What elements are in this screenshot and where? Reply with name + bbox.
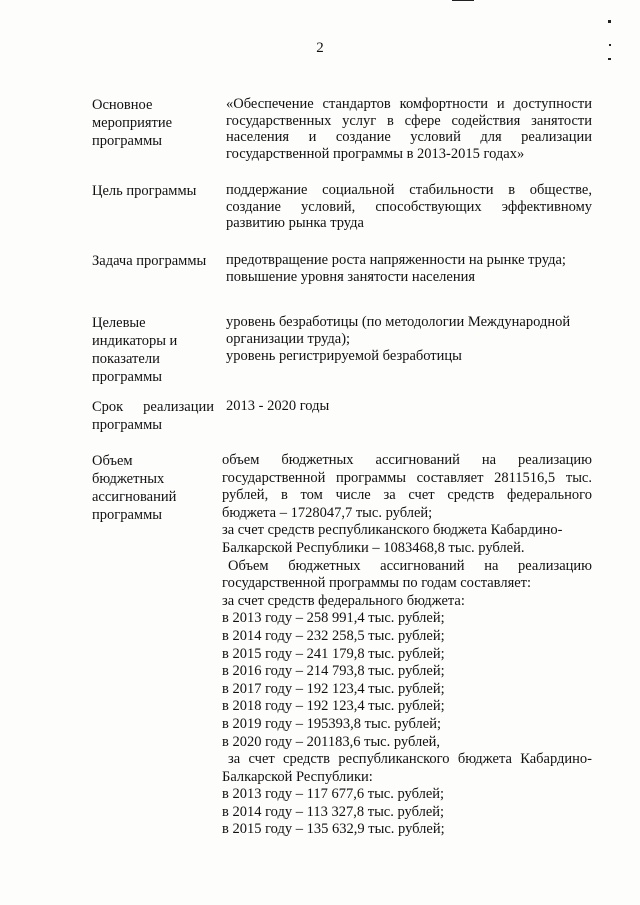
row-content	[226, 96, 592, 162]
content-line: 2013 - 2020 годы	[226, 398, 330, 414]
content-line: в 2014 году – 113 327,8 тыс. рублей;	[222, 803, 445, 820]
row-content	[226, 182, 592, 232]
content-line: за счет средств республиканского бюджета Кабардино-	[222, 522, 563, 539]
content-line: государственной программы по годам составляет:	[222, 575, 532, 592]
content-line: за счет средств республиканского бюджета Кабардино-	[228, 751, 592, 768]
label-line: Основное	[92, 97, 153, 113]
label-line: Задача программы	[92, 253, 207, 269]
content-line: уровень безработицы (по методологии Международной	[226, 314, 571, 330]
scan-artifact-mark	[452, 0, 474, 1]
row-content	[226, 398, 592, 415]
content-line: государственной программы составляет 2811516,5 тыс.	[222, 469, 592, 486]
row-label	[92, 452, 222, 524]
label-line: индикаторы и	[92, 333, 178, 349]
content-line: в 2013 году – 117 677,6 тыс. рублей;	[222, 786, 445, 803]
row-content	[226, 314, 592, 365]
row-label	[92, 314, 222, 386]
label-line: Целевые	[92, 315, 146, 331]
page-number: 2	[316, 40, 324, 56]
content-line: в 2013 году – 258 991,4 тыс. рублей;	[222, 610, 445, 627]
row-content	[222, 452, 592, 839]
label-line: программы	[92, 369, 162, 385]
row-label	[92, 398, 222, 434]
label-line: мероприятие	[92, 115, 173, 131]
row-label	[92, 182, 222, 200]
content-line: в 2016 году – 214 793,8 тыс. рублей;	[222, 663, 445, 680]
label-line: бюджетных	[92, 471, 165, 487]
content-line: в 2017 году – 192 123,4 тыс. рублей;	[222, 680, 445, 697]
scan-artifact-mark	[608, 20, 611, 23]
scan-artifact-mark	[608, 58, 611, 60]
content-line: рублей, в том числе за счет средств федерального	[222, 487, 592, 504]
content-line: в 2015 году – 135 632,9 тыс. рублей;	[222, 821, 445, 838]
content-line: в 2014 году – 232 258,5 тыс. рублей;	[222, 627, 445, 644]
content-line: «Обеспечение стандартов комфортности и доступности	[226, 96, 592, 112]
label-line: ассигнований	[92, 489, 177, 505]
content-line: предотвращение роста напряженности на рынке труда;	[226, 252, 566, 268]
content-line: государственных услуг в сфере содействия занятости	[226, 112, 592, 129]
row-content	[226, 252, 592, 285]
content-line: Балкарской Республики – 1083468,8 тыс. рублей.	[222, 539, 525, 556]
content-line: в 2015 году – 241 179,8 тыс. рублей;	[222, 645, 445, 662]
content-line: объем бюджетных ассигнований на реализацию	[222, 452, 592, 468]
content-line: Объем бюджетных ассигнований на реализацию	[228, 557, 592, 574]
content-line: создание условий, способствующих эффективному	[226, 198, 592, 215]
content-line: населения и создание условий для реализации	[226, 129, 592, 145]
content-line: уровень регистрируемой безработицы	[226, 348, 462, 364]
label-line: программы	[92, 133, 162, 149]
content-line: повышение уровня занятости населения	[226, 268, 476, 285]
content-line: организации труда);	[226, 331, 351, 347]
content-line: Балкарской Республики:	[222, 768, 373, 785]
label-line: программы	[92, 417, 162, 433]
content-line: бюджета – 1728047,7 тыс. рублей;	[222, 504, 433, 521]
content-line: поддержание социальной стабильности в обществе,	[226, 182, 592, 198]
row-label	[92, 252, 222, 270]
label-line: Цель программы	[92, 183, 197, 199]
label-line: программы	[92, 507, 162, 523]
content-line: развитию рынка труда	[226, 215, 364, 231]
content-line: за счет средств федерального бюджета:	[222, 592, 465, 609]
content-line: в 2018 году – 192 123,4 тыс. рублей;	[222, 698, 445, 715]
content-line: в 2020 году – 201183,6 тыс. рублей,	[222, 733, 441, 750]
label-line: Объем	[92, 453, 133, 469]
label-line: Срок реализации	[92, 399, 214, 415]
content-line: государственной программы в 2013-2015 годах»	[226, 145, 525, 162]
row-label	[92, 96, 222, 150]
label-line: показатели	[92, 351, 160, 367]
content-line: в 2019 году – 195393,8 тыс. рублей;	[222, 715, 442, 732]
